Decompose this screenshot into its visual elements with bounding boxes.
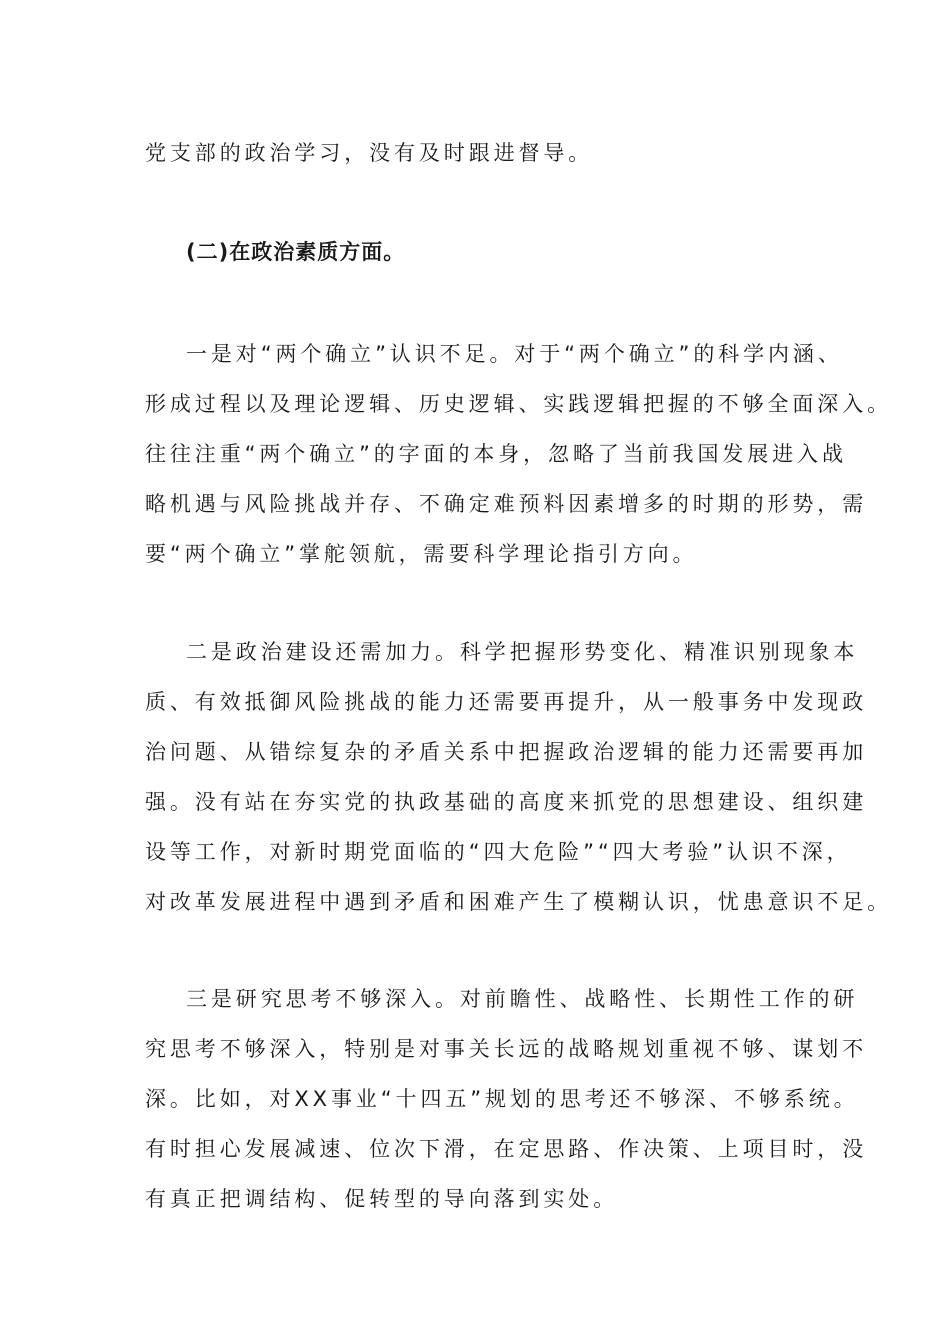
section-heading: (二)在政治素质方面。 xyxy=(186,240,406,264)
paragraph-line: 一是对“两个确立”认识不足。对于“两个确立”的科学内涵、 xyxy=(186,342,843,366)
paragraph-line: 对改革发展进程中遇到矛盾和困难产生了模糊认识，忧患意识不足。 xyxy=(145,890,892,914)
paragraph-line: 深。比如，对XX事业“十四五”规划的思考还不够深、不够系统。 xyxy=(145,1087,859,1111)
paragraph-line: 二是政治建设还需加力。科学把握形势变化、精准识别现象本 xyxy=(186,640,859,664)
paragraph-line: 强。没有站在夯实党的执政基础的高度来抓党的思想建设、组织建 xyxy=(145,790,868,814)
paragraph-line: 党支部的政治学习，没有及时跟进督导。 xyxy=(145,141,594,165)
paragraph-line: 略机遇与风险挑战并存、不确定难预料因素增多的时期的形势，需 xyxy=(145,492,868,516)
paragraph-line: 质、有效抵御风险挑战的能力还需要再提升，从一般事务中发现政 xyxy=(145,690,868,714)
paragraph-line: 三是研究思考不够深入。对前瞻性、战略性、长期性工作的研 xyxy=(186,987,859,1011)
paragraph-line: 形成过程以及理论逻辑、历史逻辑、实践逻辑把握的不够全面深入。 xyxy=(145,392,892,416)
paragraph-line: 究思考不够深入，特别是对事关长远的战略规划重视不够、谋划不 xyxy=(145,1037,868,1061)
paragraph-line: 往往注重“两个确立”的字面的本身，忽略了当前我国发展进入战 xyxy=(145,442,847,466)
paragraph-line: 有时担心发展减速、位次下滑，在定思路、作决策、上项目时，没 xyxy=(145,1137,868,1161)
paragraph-line: 要“两个确立”掌舵领航，需要科学理论指引方向。 xyxy=(145,542,698,566)
paragraph-line: 设等工作，对新时期党面临的“四大危险”“四大考验”认识不深， xyxy=(145,840,852,864)
paragraph-line: 有真正把调结构、促转型的导向落到实处。 xyxy=(145,1187,619,1211)
paragraph-line: 治问题、从错综复杂的矛盾关系中把握政治逻辑的能力还需要再加 xyxy=(145,740,868,764)
